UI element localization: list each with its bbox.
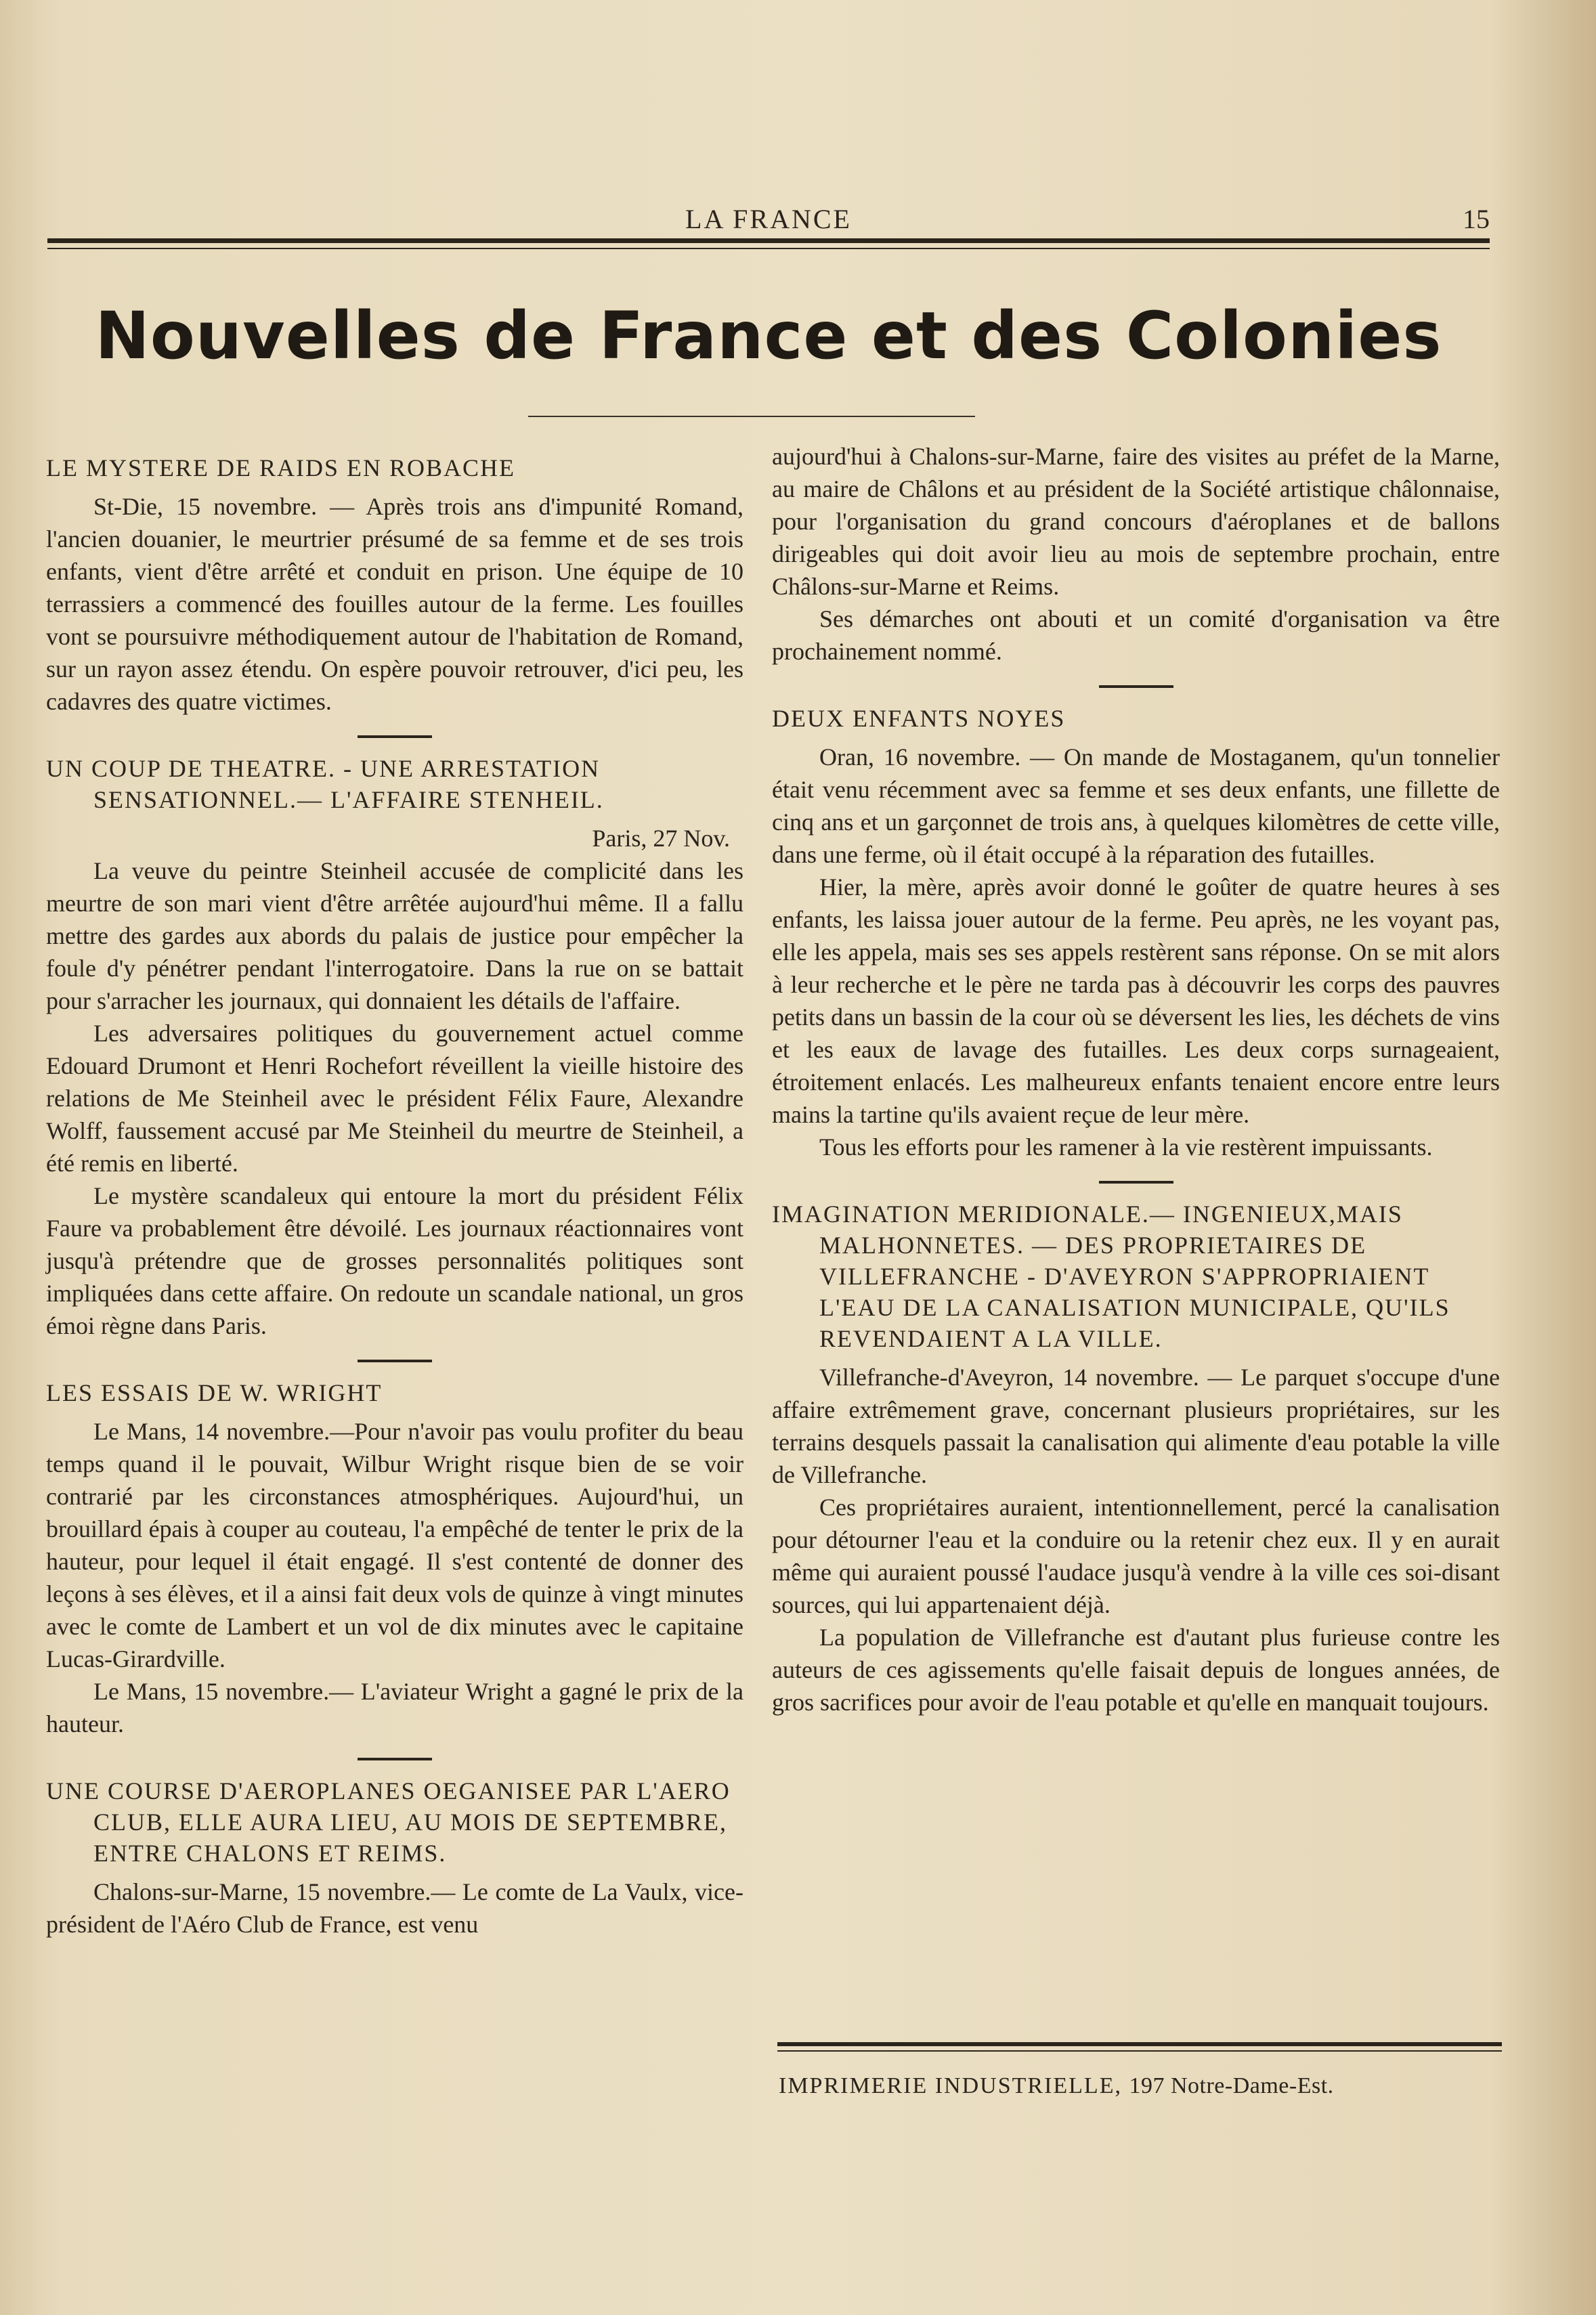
article-paragraph: St-Die, 15 novembre. — Après trois ans d'impunité Romand, l'ancien douanier, le meurtrier présumé de sa femme et de ses trois enfants, vient d'être arrêté et conduit en prison. Une équipe de 10 terrassiers a commencé des fouilles autour de la ferme. Les fouilles vont se poursuivre méthodiquement autour de l'habitation de Romand, sur un rayon assez étendu. On espère pouvoir retrouver, d'ici peu, les cadavres des quatre victimes.: [46, 493, 743, 715]
article-course-aeroplanes: [46, 1775, 743, 1941]
article-title: LES ESSAIS DE W. WRIGHT: [46, 1379, 383, 1406]
header-rule-thick: [47, 238, 1490, 243]
article-paragraph: Le Mans, 15 novembre.— L'aviateur Wright a gagné le prix de la hauteur.: [46, 1678, 743, 1737]
page-number: 15: [1463, 204, 1490, 234]
article-separator: [358, 1360, 432, 1362]
running-head: [47, 198, 1490, 238]
article-paragraph: La population de Villefranche est d'autant plus furieuse contre les auteurs de ces agissements qu'elle faisait depuis de longues années, de gros sacrifices pour avoir de l'eau potable et qu'elle en manquait toujours.: [772, 1624, 1500, 1716]
article-dateline: Paris, 27 Nov.: [592, 825, 730, 852]
article-paragraph: Hier, la mère, après avoir donné le goûter de quatre heures à ses enfants, les laissa jouer autour de la ferme. Peu après, ne les voyant pas, elle les appela, mais ses ses appels restèrent sans réponse. On se mit alors à leur recherche et le père ne tarda pas à découvrir les corps des pauvres petits dans un bassin de la cour où se déversent les lies, les déchets de vins et les eaux de lavage des futailles. Les deux corps surnageaient, étroitement enlacés. Les malheureux enfants tenaient encore entre leurs mains la tartine qu'ils avaient reçue de leur mère.: [772, 873, 1500, 1128]
header-rule-thin: [47, 248, 1490, 249]
article-deux-enfants-noyes: [772, 703, 1500, 1163]
headline-rule: [528, 416, 975, 417]
article-course-aeroplanes-continued: [772, 440, 1500, 668]
article-paragraph: Tous les efforts pour les ramener à la vie restèrent impuissants.: [819, 1133, 1433, 1161]
article-imagination-meridionale: [772, 1198, 1500, 1718]
printer-imprint: [779, 2073, 1503, 2099]
article-paragraph: Ces propriétaires auraient, intentionnellement, percé la canalisation pour détourner l'eau et la conduire ou la retenir chez eux. Il y en aurait même qui auraient poussé l'audace jusqu'à vendre à la ville ces soi-disant sources, qui lui appartenaient déjà.: [772, 1494, 1500, 1618]
page-headline: Nouvelles de France et des Colonies: [95, 298, 1442, 374]
article-paragraph: Oran, 16 novembre. — On mande de Mostaganem, qu'un tonnelier était venu récemment avec sa femme et ses deux enfants, une fillette de cinq ans et un garçonnet de trois ans, à quelques kilomètres de cette ville, dans une ferme, où il était occupé à la réparation des futailles.: [772, 743, 1500, 868]
article-title: IMAGINATION MERIDIONALE.— INGENIEUX,MAIS MALHONNETES. — DES PROPRIETAIRES DE VILLEFRANCHE - D'AVEYRON S'APPROPRIAIENT L'EAU DE LA CANALISATION MUNICIPALE, QU'ILS REVENDAIENT A LA VILLE.: [772, 1200, 1450, 1352]
article-paragraph: aujourd'hui à Chalons-sur-Marne, faire des visites au préfet de la Marne, au maire de Châlons et au président de la Société artistique châlonnaise, pour l'organisation du grand concours d'aéroplanes et de ballons dirigeables qui doit avoir lieu au mois de septembre prochain, entre Châlons-sur-Marne et Reims.: [772, 443, 1500, 600]
article-title: UNE COURSE D'AEROPLANES OEGANISEE PAR L'AERO CLUB, ELLE AURA LIEU, AU MOIS DE SEPTEMBRE, ENTRE CHALONS ET REIMS.: [46, 1777, 731, 1867]
article-separator: [1099, 685, 1173, 688]
running-title: LA FRANCE: [685, 204, 852, 234]
article-paragraph: Le mystère scandaleux qui entoure la mort du président Félix Faure va probablement être dévoilé. Les journaux réactionnaires vont jusqu'à prétendre que de grosses personnalités politiques sont impliquées dans cette affaire. On redoute un scandale national, un gros émoi règne dans Paris.: [46, 1182, 743, 1339]
article-title: LE MYSTERE DE RAIDS EN ROBACHE: [46, 454, 516, 481]
article-separator: [358, 1758, 432, 1760]
article-essais-wright: [46, 1377, 743, 1740]
imprint-address: 197 Notre-Dame-Est.: [1129, 2073, 1334, 2098]
article-title: DEUX ENFANTS NOYES: [772, 705, 1066, 732]
footer-rule-thick: [777, 2042, 1502, 2046]
right-column: [772, 440, 1500, 1718]
footer-rule-thin: [777, 2050, 1502, 2052]
article-affaire-steinheil: [46, 753, 743, 1342]
article-paragraph: Villefranche-d'Aveyron, 14 novembre. — Le parquet s'occupe d'une affaire extrêmement grave, concernant plusieurs propriétaires, sur les terrains desquels passait la canalisation qui alimente d'eau potable la ville de Villefranche.: [772, 1364, 1500, 1488]
article-mystere-raids: [46, 452, 743, 718]
article-separator: [358, 735, 432, 738]
article-title: UN COUP DE THEATRE. - UNE ARRESTATION SENSATIONNEL.— L'AFFAIRE STENHEIL.: [46, 755, 604, 813]
article-paragraph: Les adversaires politiques du gouvernement actuel comme Edouard Drumont et Henri Rochefort réveillent la vieille histoire des relations de Me Steinheil avec le président Félix Faure, Alexandre Wolff, faussement accusé par Me Steinheil du meurtre de Steinheil, a été remis en liberté.: [46, 1020, 743, 1177]
article-paragraph: La veuve du peintre Steinheil accusée de complicité dans les meurtre de son mari vient d'être arrêtée aujourd'hui même. Il a fallu mettre des gardes aux abords du palais de justice pour empêcher la foule d'y pénétrer pendant l'interrogatoire. Dans la rue on se battait pour s'arracher les journaux, qui donnaient les détails de l'affaire.: [46, 857, 743, 1014]
article-paragraph: Ses démarches ont abouti et un comité d'organisation va être prochainement nommé.: [772, 605, 1500, 665]
left-column: [46, 440, 743, 1941]
article-paragraph: Le Mans, 14 novembre.—Pour n'avoir pas voulu profiter du beau temps quand il le pouvait, Wilbur Wright risque bien de se voir contrarié par les circonstances atmosphériques. Aujourd'hui, un brouillard épais à couper au couteau, l'a empêché de tenter le prix de la hauteur, pour lequel il était engagé. Il s'est contenté de donner des leçons à ses élèves, et il a ainsi fait deux vols de quinze à vingt minutes avec le comte de Lambert et un vol de dix minutes avec le capitaine Lucas-Girardville.: [46, 1418, 743, 1672]
article-paragraph: Chalons-sur-Marne, 15 novembre.— Le comte de La Vaulx, vice-président de l'Aéro Club de France, est venu: [46, 1878, 743, 1938]
article-separator: [1099, 1181, 1173, 1184]
imprint-name: IMPRIMERIE INDUSTRIELLE,: [779, 2073, 1122, 2098]
